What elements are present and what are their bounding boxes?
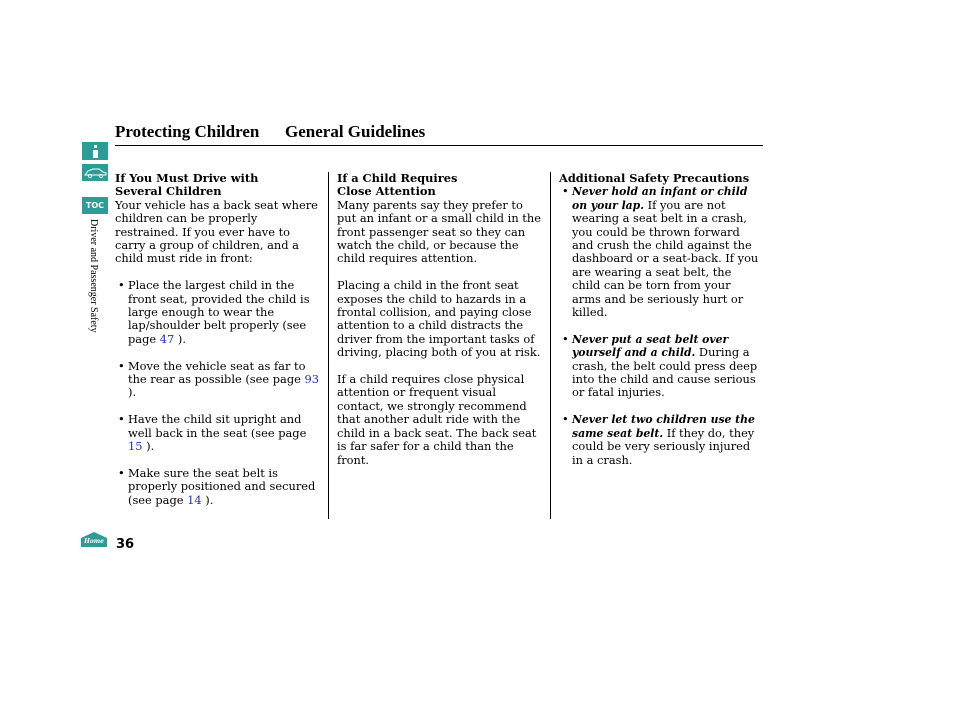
car-icon[interactable] — [82, 164, 108, 181]
list-item: • Make sure the seat belt is properly positioned and secured (see page 14 ). — [115, 467, 320, 507]
list-item: • Never hold an infant or child on your lap. If you are not wearing a seat belt in a crash, you could be thrown forward and crush the child against the dashboard or a seat-back. If you are wearing a seat belt, the child can be torn from your arms and be seriously hurt or killed. — [559, 185, 763, 319]
column-divider — [328, 172, 329, 519]
heading: Additional Safety Precautions — [559, 171, 750, 185]
list-item: • Never let two children use the same seat belt. If they do, they could be very seriously injured in a crash. — [559, 413, 763, 467]
heading-line-2: Several Children — [115, 184, 222, 199]
list-item: • Never put a seat belt over yourself and a child. During a crash, the belt could press deep into the child and cause serious or fatal injuries. — [559, 333, 763, 400]
home-label: Home — [84, 538, 104, 545]
paragraph: Many parents say they prefer to put an infant or a small child in the front passenger seat so they can watch the child, or because the child requires attention. — [337, 197, 541, 266]
list-item: • Place the largest child in the front seat, provided the child is large enough to wear the lap/shoulder belt properly (see page 47 ). — [115, 279, 320, 346]
page-number: 36 — [116, 537, 135, 552]
home-button[interactable] — [81, 532, 107, 551]
column-close-attention — [337, 172, 543, 467]
intro-paragraph: Your vehicle has a back seat where children can be properly restrained. If you ever have to carry a group of children, and a child must ride in front: — [115, 197, 318, 266]
page-link[interactable]: 14 — [187, 492, 202, 507]
info-icon[interactable] — [82, 142, 108, 160]
list-item: • Have the child sit upright and well back in the seat (see page 15 ). — [115, 413, 320, 453]
section-title: Protecting Children — [115, 122, 260, 141]
column-divider — [550, 172, 551, 519]
page-link[interactable]: 15 — [128, 439, 143, 454]
topic-title: General Guidelines — [285, 122, 426, 141]
heading-line-1: If You Must Drive with — [115, 171, 259, 185]
heading-line-1: If a Child Requires — [337, 171, 458, 185]
paragraph: If a child requires close physical attention or frequent visual contact, we strongly recommend that another adult ride with the child in a back seat. The back seat is far safer for a child than the front. — [337, 372, 537, 467]
page-link[interactable]: 47 — [159, 331, 175, 346]
page-header — [115, 121, 763, 146]
page-link[interactable]: 93 — [304, 372, 319, 387]
toc-button[interactable]: TOC — [82, 197, 108, 214]
column-multiple-children — [115, 172, 320, 507]
paragraph: Placing a child in the front seat exposes the child to hazards in a frontal collision, and paying close attention to a child distracts the driver from the important tasks of driving, placing both of you at risk. — [337, 278, 541, 360]
section-side-label[interactable]: Driver and Passenger Safety — [88, 219, 99, 333]
list-item: • Move the vehicle seat as far to the rear as possible (see page 93 ). — [115, 360, 320, 400]
heading-line-2: Close Attention — [337, 184, 436, 199]
column-safety-precautions — [559, 172, 763, 467]
